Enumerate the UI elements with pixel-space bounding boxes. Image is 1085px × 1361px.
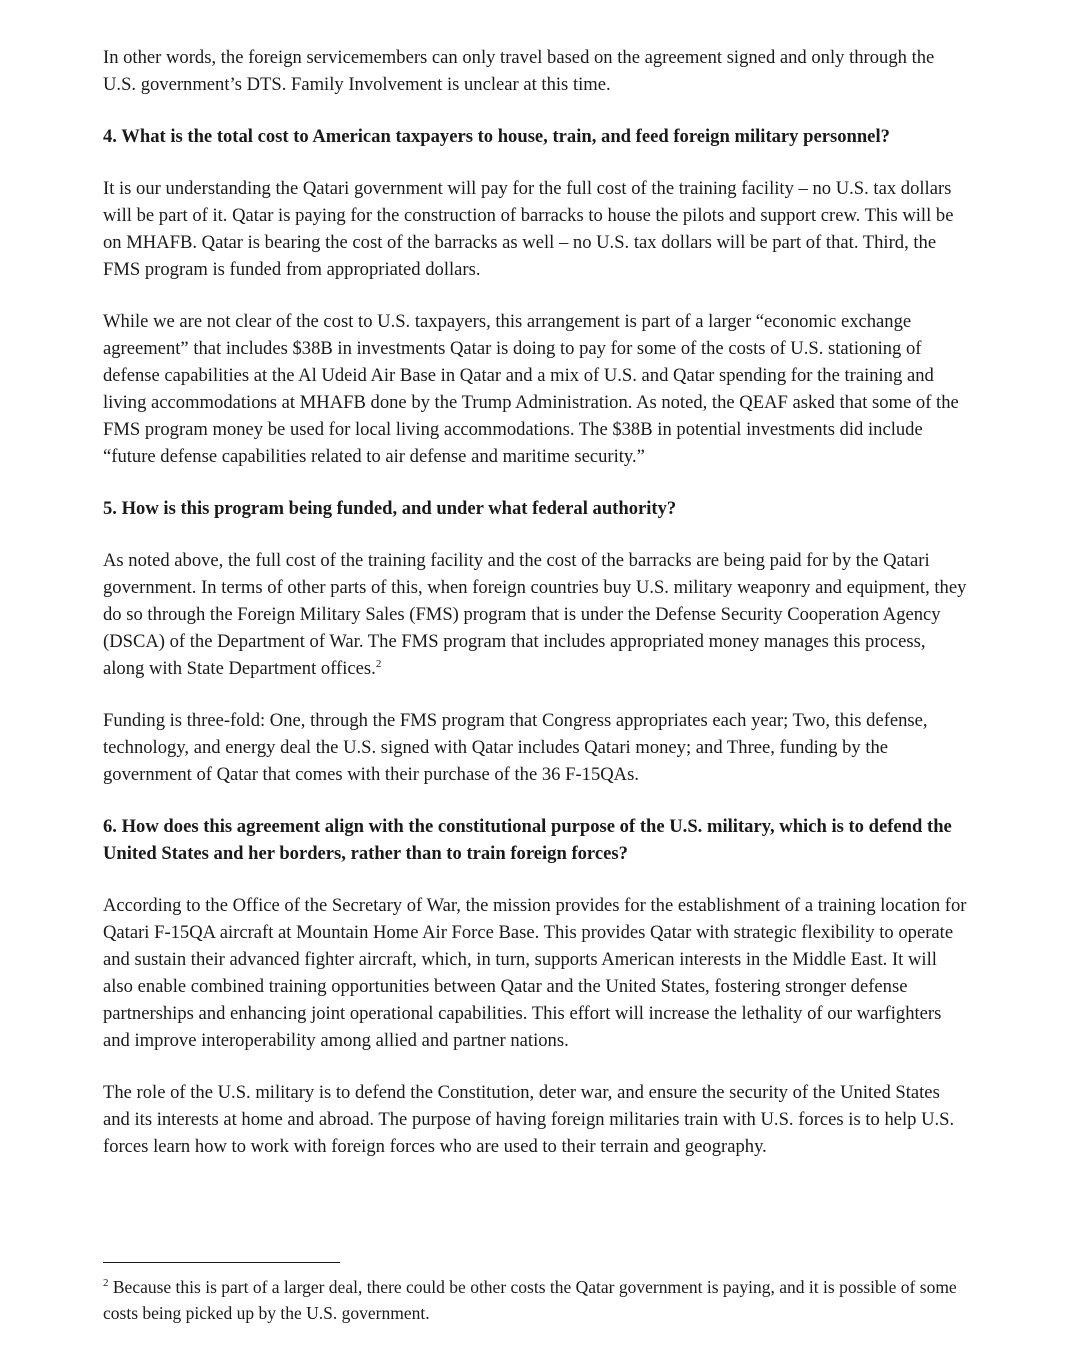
footnote-marker: 2 [103,1277,109,1290]
footnote-reference: 2 [375,657,382,670]
heading-question-6: 6. How does this agreement align with the constitutional purpose of the U.S. military, which is to defend the United States and her borders, rather than to train foreign forces? [103,816,952,864]
heading-question-5: 5. How is this program being funded, and under what federal authority? [103,498,677,519]
paragraph-fms-text: As noted above, the full cost of the training facility and the cost of the barracks are being paid for by the Qatari government. In terms of other parts of this, when foreign countries buy U.S. military weaponry and equipment, they do so through the Foreign Military Sales (FMS) program that is under the Defense Security Cooperation Agency (DSCA) of the Department of War. The FMS program that includes appropriated money manages this process, along with State Department offices. [103,550,967,679]
paragraph-mission: According to the Office of the Secretary of War, the mission provides for the establishment of a training location for Qatari F-15QA aircraft at Mountain Home Air Force Base. This provides Qatar with strategic flexibility to operate and sustain their advanced fighter aircraft, which, in turn, supports American interests in the Middle East. It will also enable combined training opportunities between Qatar and the United States, fostering stronger defense partnerships and enhancing joint operational capabilities. This effort will increase the lethality of our warfighters and improve interoperability among allied and partner nations. [103,895,967,1051]
paragraph-fms-program [103,547,971,682]
paragraph-travel: In other words, the foreign servicemembers can only travel based on the agreement signed and only through the U.S. government’s DTS. Family Involvement is unclear at this time. [103,47,935,95]
paragraph-role-of-military: The role of the U.S. military is to defend the Constitution, deter war, and ensure the security of the United States and its interests at home and abroad. The purpose of having foreign militaries train with U.S. forces is to help U.S. forces learn how to work with foreign forces who are used to their terrain and geography. [103,1082,955,1157]
paragraph-cost-unclear: While we are not clear of the cost to U.S. taxpayers, this arrangement is part of a larger “economic exchange agreement” that includes $38B in investments Qatar is doing to pay for some of the costs of U.S. stationing of defense capabilities at the Al Udeid Air Base in Qatar and a mix of U.S. and Qatar spending for the training and living accommodations at MHAFB done by the Trump Administration. As noted, the QEAF asked that some of the FMS program money be used for local living accommodations. The $38B in potential investments did include “future defense capabilities related to air defense and maritime security.” [103,311,959,467]
footnote-divider [103,1262,340,1263]
paragraph-qatar-pays: It is our understanding the Qatari government will pay for the full cost of the training facility – no U.S. tax dollars will be part of it. Qatar is paying for the construction of barracks to house the pilots and support crew. This will be on MHAFB. Qatar is bearing the cost of the barracks as well – no U.S. tax dollars will be part of that. Third, the FMS program is funded from appropriated dollars. [103,178,954,280]
footnote-text: Because this is part of a larger deal, there could be other costs the Qatar government is paying, and it is possible of some costs being picked up by the U.S. government. [103,1277,957,1323]
heading-question-4: 4. What is the total cost to American taxpayers to house, train, and feed foreign military personnel? [103,126,890,147]
document-body [103,44,971,1185]
footnote [103,1274,971,1326]
paragraph-funding-three-fold: Funding is three-fold: One, through the FMS program that Congress appropriates each year; Two, this defense, technology, and energy deal the U.S. signed with Qatar includes Qatari money; and Three, funding by the government of Qatar that comes with their purchase of the 36 F-15QAs. [103,710,928,785]
